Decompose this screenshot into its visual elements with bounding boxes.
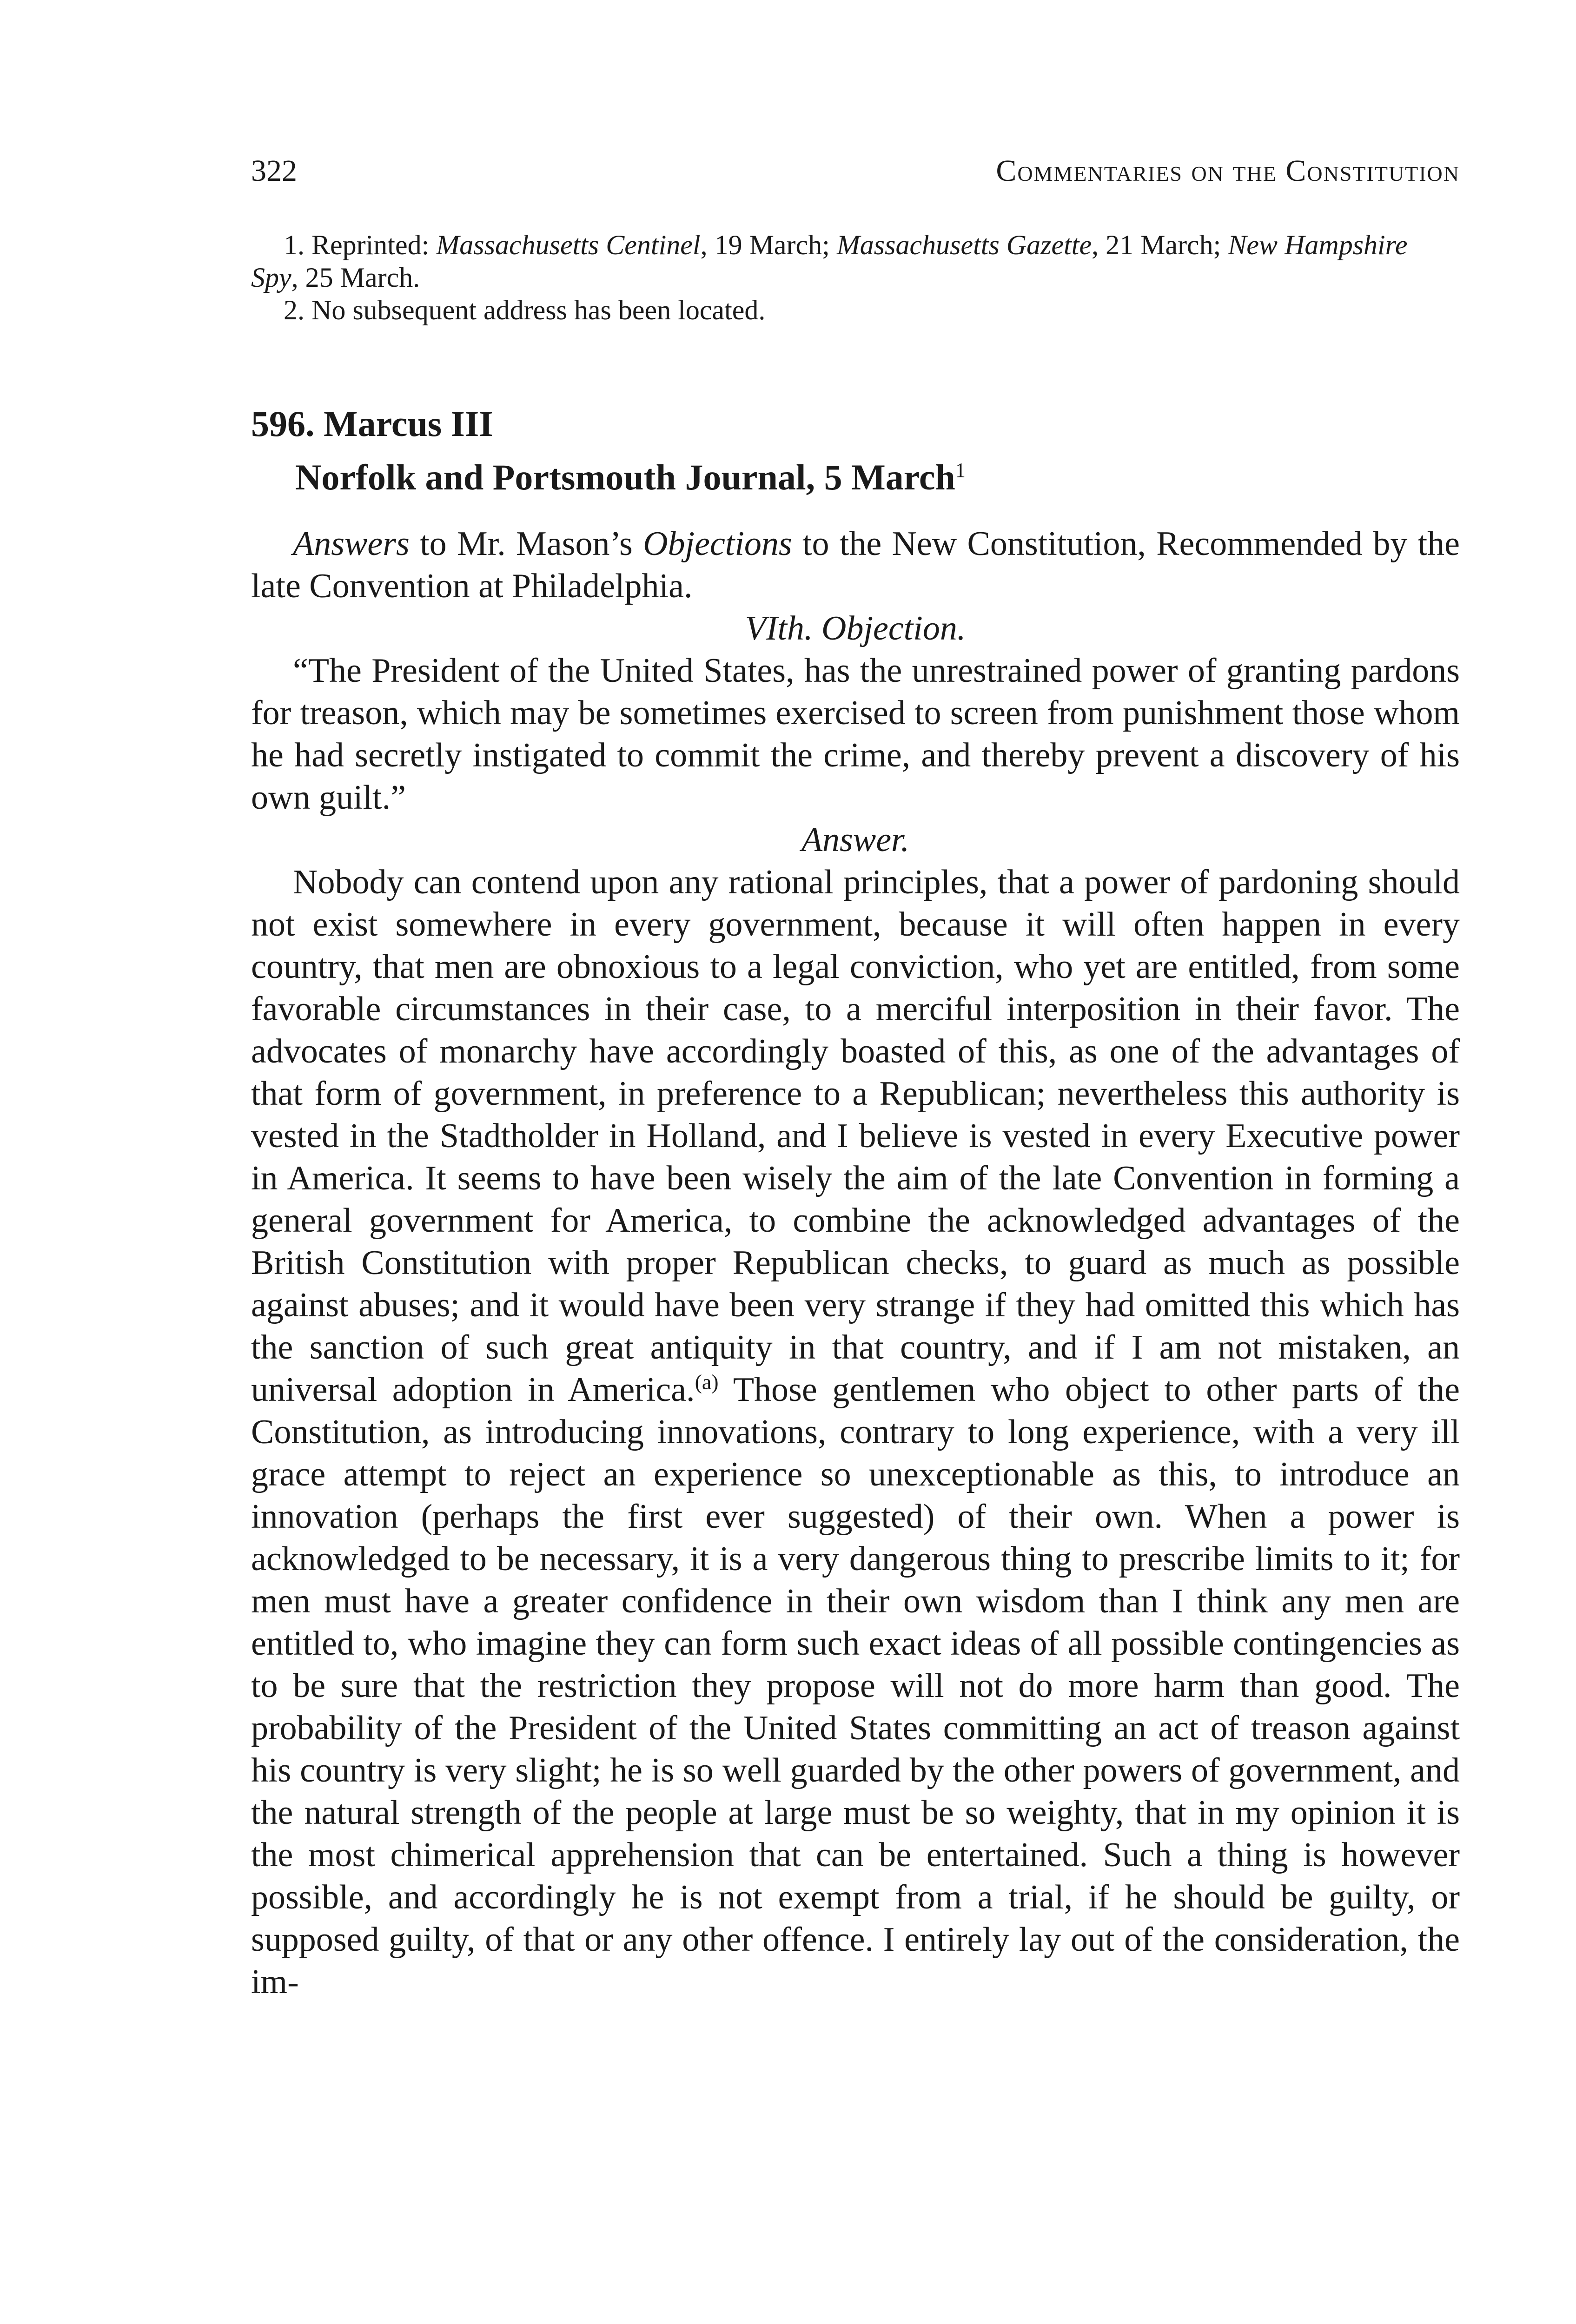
running-title: Commentaries on the Constitution (996, 154, 1460, 188)
answer-paragraph: Nobody can contend upon any rational principles, that a power of pardoning should not exist somewhere in every government, because it will often happen in every country, that men are obnoxious to a legal conviction, who yet are entitled, from some favorable circumstances in their case, to a merciful interposition in their favor. The advocates of monarchy have accordingly boasted of this, as one of the advantages of that form of government, in preference to a Republican; nevertheless this authority is vested in the Stadtholder in Holland, and I believe is vested in every Executive power in America. It seems to have been wisely the aim of the late Convention in forming a general government for America, to combine the acknowledged advantages of the British Constitution with proper Republican checks, to guard as much as possible against abuses; and it would have been very strange if they had omitted this which has the sanction of such great antiquity in that country, and if I am not mistaken, an universal adoption in America.$^{(a)}$ Those gentlemen who object to other parts of the Constitution, as introducing innovations, contrary to long experience, with a very ill grace attempt to reject an experience so unexceptionable as this, to introduce an innovation (perhaps the first ever suggested) of their own. When a power is acknowledged to be necessary, it is a very dangerous thing to prescribe limits to it; for men must have a greater confidence in their own wisdom than I think any men are entitled to, who imagine they can form such exact ideas of all possible contingencies as to be sure that the restriction they propose will not do more harm than good. The probability of the President of the United States committing an act of treason against his country is very slight; he is so well guarded by the other powers of government, and the natural strength of the people at large must be so weighty, that in my opinion it is the most chimerical apprehension that can be entertained. Such a thing is however possible, and accordingly he is not exempt from a trial, if he should be guilty, or supposed guilty, of that or any other offence. I entirely lay out of the consideration, the im- (251, 863, 1460, 2001)
note-reference: (a) (695, 1370, 719, 1394)
running-head (251, 153, 1460, 205)
page-number: 322 (251, 154, 297, 188)
document-number-title: 596. Marcus III (251, 403, 493, 444)
publication-title: Massachusetts Centinel (436, 230, 701, 260)
objection-quote: “The President of the United States, has the unrestrained power of granting pardons for treason, which may be sometimes exercised to screen from punishment those whom he had secretly instigated to commit the crime, and thereby prevent a discovery of his own guilt.” (251, 652, 1460, 817)
intro-paragraph: Answers to Mr. Mason’s Objections to the New Constitution, Recommended by the late Convention at Philadelphia. (251, 525, 1460, 605)
answer-heading: Answer. (801, 821, 910, 859)
publication-title: Massachusetts Gazette (836, 230, 1092, 260)
publication-title: New Hampshire Spy (251, 230, 1408, 293)
footnote-1: 1. Reprinted: Massachusetts Centinel, 19 March; Massachusetts Gazette, 21 March; New Hampshire Spy, 25 March. (251, 230, 1408, 293)
document-body (251, 523, 1460, 2003)
footnotes (251, 229, 1460, 326)
document-source: Norfolk and Portsmouth Journal, 5 March$^1$ (295, 457, 966, 497)
footnote-reference: 1 (955, 459, 966, 482)
objection-heading: VIth. Objection. (745, 609, 966, 647)
footnote-2: 2. No subsequent address has been located. (284, 295, 766, 325)
book-page (251, 153, 1460, 2003)
document-heading (251, 401, 1460, 501)
